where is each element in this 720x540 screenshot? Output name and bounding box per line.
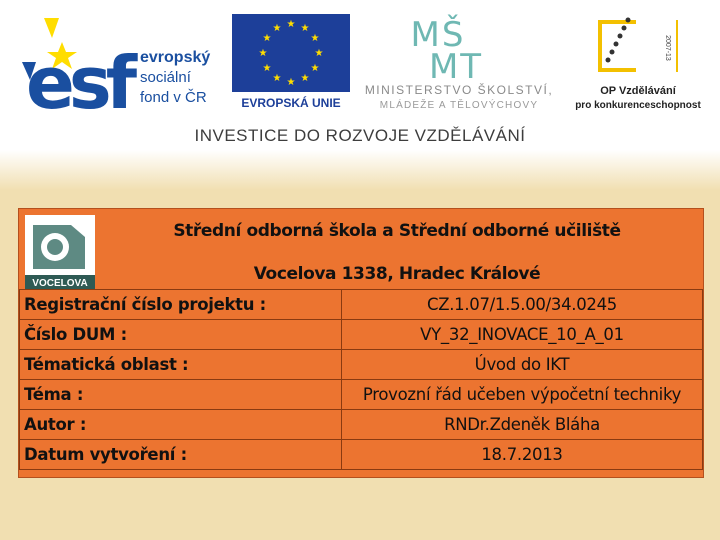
row-label: Tématická oblast : [20,350,342,380]
op-years: 2007-13 [664,35,671,61]
tagline: INVESTICE DO ROZVOJE VZDĚLÁVÁNÍ [194,126,526,145]
header-banner [0,0,720,158]
svg-text:★: ★ [300,23,310,34]
row-label: Registrační číslo projektu : [20,290,342,320]
svg-text:★: ★ [286,19,296,30]
svg-text:★: ★ [314,48,324,59]
esf-star-shape [44,18,59,38]
esf-logo [22,14,222,110]
op-dots-icon [606,18,631,63]
eu-caption: EVROPSKÁ UNIE [241,96,341,110]
row-value: CZ.1.07/1.5.00/34.0245 [342,290,703,320]
school-logo [25,215,95,289]
row-label: Autor : [20,410,342,440]
esf-line1: evropský [140,49,211,66]
school-address: Vocelova 1338, Hradec Králové [253,264,541,284]
table-row [20,410,703,440]
school-logo-text: VOCELOVA [32,278,88,289]
msmt-logo [356,12,562,112]
row-label: Datum vytvoření : [20,440,342,470]
svg-text:★: ★ [310,63,320,74]
svg-text:★: ★ [272,73,282,84]
row-value: Provozní řád učeben výpočetní techniky [342,380,703,410]
project-info-sheet [18,208,704,478]
row-value: 18.7.2013 [342,440,703,470]
row-value: Úvod do IKT [342,350,703,380]
op-logo [566,12,710,112]
svg-text:★: ★ [272,23,282,34]
row-label: Téma : [20,380,342,410]
row-label: Číslo DUM : [20,320,342,350]
op-line1: OP Vzdělávání [600,85,676,97]
table-row [20,380,703,410]
eu-logo [230,14,352,110]
msmt-mark-bottom: MT [428,47,484,87]
svg-text:★: ★ [262,33,272,44]
info-table [19,289,703,470]
svg-text:★: ★ [300,73,310,84]
row-value: VY_32_INOVACE_10_A_01 [342,320,703,350]
svg-text:★: ★ [286,77,296,88]
table-row [20,320,703,350]
msmt-line2: MLÁDEŽE A TĚLOVÝCHOVY [379,100,539,111]
esf-line3: fond v ČR [140,89,207,106]
table-row [20,440,703,470]
msmt-mark-top: MŠ [410,15,466,55]
table-row [20,350,703,380]
op-line2: pro konkurenceschopnost [575,100,701,111]
esf-mark: esf [26,41,132,110]
row-value: RNDr.Zdeněk Bláha [342,410,703,440]
esf-line2: sociální [140,69,191,86]
school-name: Střední odborná škola a Střední odborné učiliště [173,221,621,241]
msmt-line1: MINISTERSTVO ŠKOLSTVÍ, [364,83,554,97]
svg-text:★: ★ [310,33,320,44]
table-row [20,290,703,320]
svg-text:★: ★ [262,63,272,74]
header-fade [0,150,720,190]
svg-text:★: ★ [258,48,268,59]
